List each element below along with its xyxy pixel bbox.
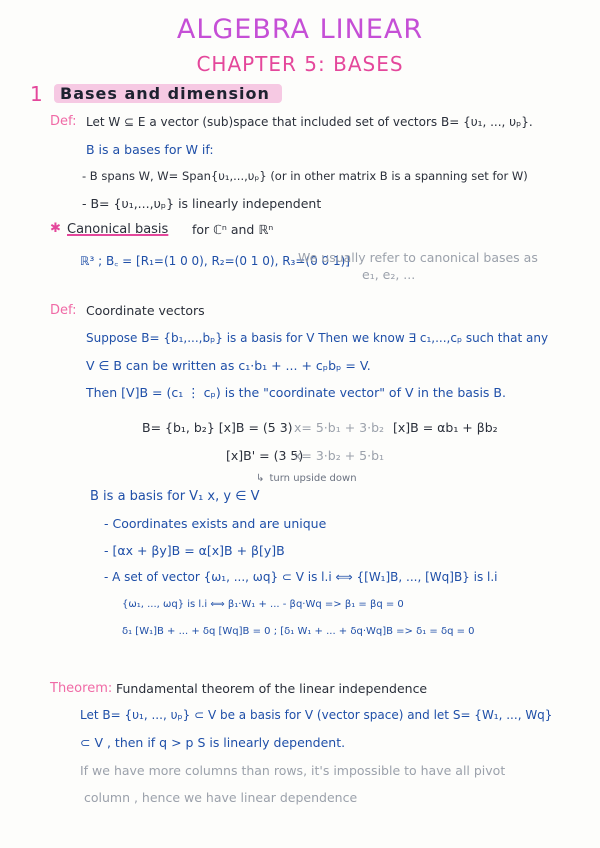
theorem-line1: Let B= {υ₁, ..., υₚ} ⊂ V be a basis for V (vector space) and let S= {W₁, ..., Wq} [80, 708, 553, 722]
props-intro: B is a basis for V₁ x, y ∈ V [90, 489, 260, 504]
props-item3: - A set of vector {ω₁, ..., ωq} ⊂ V is l.i ⟺ {[W₁]B, ..., [Wq]B} is l.i [104, 570, 498, 584]
canonical-title: Canonical basis [67, 222, 169, 237]
star-icon: ✱ [50, 221, 61, 236]
theorem-title: Fundamental theorem of the linear independence [116, 681, 428, 696]
def1-bullet2: - B= {υ₁,...,υₚ} is linearly independent [82, 196, 322, 211]
theorem-line2: ⊂ V , then if q > p S is linearly dependent. [80, 735, 346, 750]
theorem-note-line2: column , hence we have linear dependence [84, 790, 358, 805]
props-sub1: {ω₁, ..., ωq} is l.i ⟺ β₁·W₁ + ... - βq·Wq => β₁ = βq = 0 [122, 599, 404, 610]
turn-note [256, 466, 357, 485]
theorem-label: Theorem: [50, 681, 113, 696]
def2-title: Coordinate vectors [86, 303, 205, 318]
canonical-note-line2: e₁, e₂, ... [362, 267, 416, 282]
def1-bullet1: - B spans W, W= Span{υ₁,...,υₚ} (or in other matrix B is a spanning set for W) [82, 169, 528, 183]
theorem-note-line1: If we have more columns than rows, it's impossible to have all pivot [80, 763, 506, 778]
page-title: ALGEBRA LINEAR [176, 14, 424, 45]
example1-general: [x]B = αb₁ + βb₂ [393, 420, 498, 435]
def1-line2: B is a bases for W if: [86, 142, 214, 157]
example1: B= {b₁, b₂} [x]B = (5 3) [142, 420, 293, 435]
props-sub2: δ₁ [W₁]B + ... + δq [Wq]B = 0 ; [δ₁ W₁ + ... + δq·Wq]B => δ₁ = δq = 0 [122, 626, 475, 637]
def1-line1: Let W ⊆ E a vector (sub)space that included set of vectors B= {υ₁, ..., υₚ}. [86, 115, 533, 129]
turn-note-text: turn upside down [269, 473, 357, 484]
def2-label: Def: [50, 303, 77, 318]
example2-expansion: x= 3·b₂ + 5·b₁ [294, 448, 385, 463]
canonical-note-line1: We usually refer to canonical bases as [298, 250, 538, 265]
props-item1: - Coordinates exists and are unique [104, 516, 327, 531]
def2-line1: Suppose B= {b₁,...,bₚ} is a basis for V Then we know ∃ c₁,...,cₚ such that any [86, 331, 549, 345]
curved-arrow-icon: ↳ [256, 473, 265, 484]
example1-expansion: x= 5·b₁ + 3·b₂ [294, 420, 385, 435]
props-item2: - [αx + βy]B = α[x]B + β[y]B [104, 543, 285, 558]
canonical-rest: for ℂⁿ and ℝⁿ [192, 222, 274, 237]
def2-line2: V ∈ B can be written as c₁·b₁ + ... + cₚbₚ = V. [86, 358, 371, 373]
def1-label: Def: [50, 114, 77, 129]
section-number: 1 [30, 82, 43, 106]
section-title: Bases and dimension [54, 84, 282, 103]
example2: [x]B' = (3 5) [226, 448, 304, 463]
chapter-subtitle: CHAPTER 5: BASES [196, 52, 404, 76]
canonical-example: ℝ³ ; B꜀ = [R₁=(1 0 0), R₂=(0 1 0), R₃=(0 0 1)] [80, 254, 350, 268]
def2-line3: Then [V]B = (c₁ ⋮ cₚ) is the "coordinate vector" of V in the basis B. [86, 385, 506, 400]
